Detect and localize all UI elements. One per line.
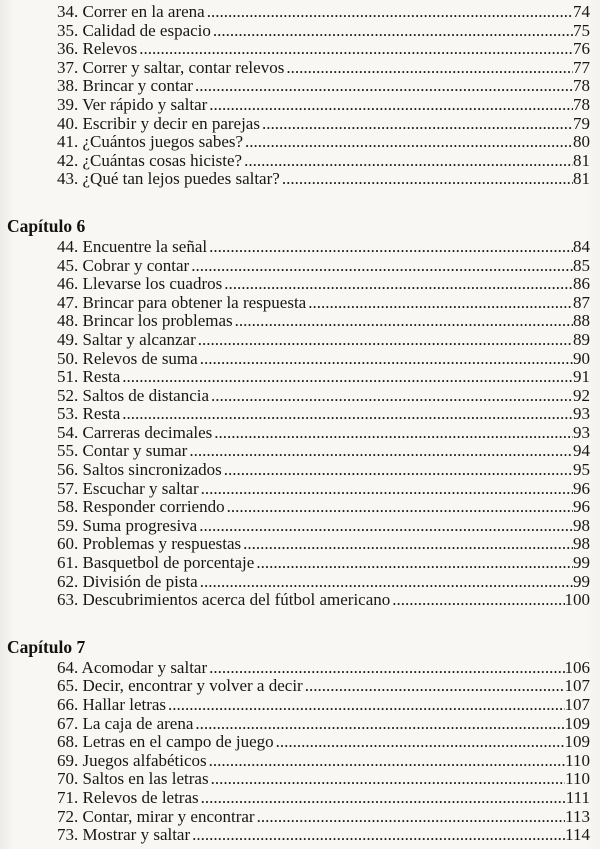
entry-label: 50. Relevos de suma — [57, 348, 198, 368]
entry-page-number: 110 — [565, 750, 590, 770]
toc-entry — [0, 40, 600, 59]
toc-entry — [0, 294, 600, 313]
toc-entry — [0, 696, 600, 715]
entry-label: 39. Ver rápido y saltar — [57, 94, 208, 114]
dot-leader — [303, 677, 565, 696]
toc-entry — [0, 115, 600, 134]
dot-leader — [233, 312, 573, 331]
toc-entry — [0, 461, 600, 480]
entry-page-number: 85 — [573, 255, 590, 275]
dot-leader — [280, 170, 573, 189]
entry-label: 66. Hallar letras — [57, 695, 167, 714]
dot-leader — [274, 733, 565, 752]
dot-leader — [254, 554, 573, 573]
entry-label: 72. Contar, mirar y encontrar — [57, 806, 255, 826]
entry-label: 55. Contar y sumar — [57, 441, 188, 461]
toc-entry — [0, 573, 600, 592]
toc-entry — [0, 659, 600, 678]
entry-label: 62. División de pista — [57, 571, 198, 591]
entry-label: 36. Relevos — [57, 39, 138, 59]
toc-entry — [0, 535, 600, 554]
entry-label: 35. Calidad de espacio — [57, 20, 211, 40]
dot-leader — [207, 96, 573, 115]
toc-entry — [0, 554, 600, 573]
entry-label: 51. Resta — [57, 367, 121, 387]
entry-page-number: 79 — [573, 113, 590, 133]
toc-entry — [0, 170, 600, 189]
entry-page-number: 111 — [565, 787, 590, 807]
dot-leader — [207, 659, 564, 678]
entry-label: 71. Relevos de letras — [57, 787, 199, 807]
toc-entry — [0, 498, 600, 517]
entry-page-number: 93 — [573, 404, 590, 424]
entry-label: 34. Correr en la arena — [57, 2, 205, 21]
entry-label: 38. Brincar y contar — [57, 76, 193, 96]
toc-entry — [0, 77, 600, 96]
dot-leader — [199, 789, 566, 808]
toc-entry — [0, 591, 600, 610]
entry-label: 63. Descubrimientos acerca del fútbol americano — [57, 590, 391, 610]
entry-page-number: 110 — [565, 769, 590, 789]
toc-entry — [0, 368, 600, 387]
dot-leader — [260, 115, 573, 134]
toc-entry — [0, 350, 600, 369]
dot-leader — [193, 715, 564, 734]
toc-entry — [0, 715, 600, 734]
chapter-heading: Capítulo 6 — [7, 215, 86, 236]
dot-leader — [193, 77, 573, 96]
entry-page-number: 75 — [573, 20, 590, 40]
dot-leader — [209, 770, 566, 789]
toc-sections — [0, 3, 600, 845]
toc-entry — [0, 789, 600, 808]
dot-leader — [209, 387, 573, 406]
dot-leader — [211, 22, 573, 41]
dot-leader — [207, 752, 565, 771]
entry-label: 57. Escuchar y saltar — [57, 478, 199, 498]
entry-label: 52. Saltos de distancia — [57, 385, 210, 405]
entry-label: 40. Escribir y decir en parejas — [57, 113, 260, 133]
entry-page-number: 78 — [573, 76, 590, 96]
entry-page-number: 87 — [573, 292, 590, 312]
toc-entry — [0, 331, 600, 350]
entry-page-number: 98 — [573, 515, 590, 535]
entry-page-number: 100 — [564, 590, 590, 610]
entry-page-number: 113 — [565, 806, 590, 826]
toc-entry — [0, 133, 600, 152]
entry-label: 53. Resta — [57, 404, 121, 424]
dot-leader — [390, 591, 564, 610]
toc-entry — [0, 677, 600, 696]
entry-page-number: 94 — [573, 441, 590, 461]
toc-entry — [0, 826, 600, 845]
toc-entry — [0, 808, 600, 827]
dot-leader — [189, 257, 573, 276]
toc-entry — [0, 22, 600, 41]
entry-label: 61. Basquetbol de porcentaje — [57, 553, 255, 573]
toc-entry — [0, 238, 600, 257]
entry-page-number: 90 — [573, 348, 590, 368]
dot-leader — [197, 517, 573, 536]
entry-page-number: 93 — [573, 422, 590, 442]
dot-leader — [205, 3, 573, 22]
entry-label: 69. Juegos alfabéticos — [57, 750, 207, 770]
entry-label: 45. Cobrar y contar — [57, 255, 190, 275]
entry-label: 46. Llevarse los cuadros — [57, 274, 223, 294]
toc-entry — [0, 96, 600, 115]
entry-page-number: 114 — [565, 825, 590, 845]
dot-leader — [198, 573, 573, 592]
dot-leader — [241, 535, 573, 554]
entry-label: 48. Brincar los problemas — [57, 311, 233, 331]
dot-leader — [198, 350, 573, 369]
entry-page-number: 74 — [573, 2, 590, 21]
entry-page-number: 106 — [564, 657, 590, 677]
entry-page-number: 107 — [564, 676, 590, 696]
entry-page-number: 89 — [573, 329, 590, 349]
entry-page-number: 84 — [573, 236, 590, 256]
entry-label: 49. Saltar y alcanzar — [57, 329, 196, 349]
chapter-heading: Capítulo 7 — [7, 636, 86, 657]
dot-leader — [222, 461, 573, 480]
entry-page-number: 109 — [564, 713, 590, 733]
entry-label: 54. Carreras decimales — [57, 422, 213, 442]
entry-page-number: 78 — [573, 94, 590, 114]
entry-label: 60. Problemas y respuestas — [57, 534, 242, 554]
entry-label: 44. Encuentre la señal — [57, 236, 208, 256]
entry-page-number: 76 — [573, 39, 590, 59]
toc-entry — [0, 752, 600, 771]
dot-leader — [196, 331, 573, 350]
entry-label: 67. La caja de arena — [57, 713, 194, 733]
entry-page-number: 99 — [573, 571, 590, 591]
dot-leader — [306, 294, 573, 313]
dot-leader — [242, 152, 573, 171]
entry-label: 47. Brincar para obtener la respuesta — [57, 292, 307, 312]
entry-page-number: 96 — [573, 478, 590, 498]
toc-entry — [0, 152, 600, 171]
toc-entry — [0, 59, 600, 78]
toc-entry — [0, 517, 600, 536]
entry-page-number: 99 — [573, 553, 590, 573]
dot-leader — [137, 40, 573, 59]
dot-leader — [120, 368, 573, 387]
dot-leader — [225, 498, 573, 517]
entry-label: 56. Saltos sincronizados — [57, 460, 222, 480]
entry-label: 68. Letras en el campo de juego — [57, 732, 274, 752]
entry-label: 37. Correr y saltar, contar relevos — [57, 57, 285, 77]
dot-leader — [187, 442, 573, 461]
dot-leader — [166, 696, 564, 715]
entry-label: 73. Mostrar y saltar — [57, 825, 191, 845]
toc-entry — [0, 3, 600, 22]
entry-page-number: 92 — [573, 385, 590, 405]
toc-entry — [0, 405, 600, 424]
dot-leader — [207, 238, 573, 257]
entry-page-number: 95 — [573, 460, 590, 480]
toc-entry — [0, 424, 600, 443]
toc-entry — [0, 480, 600, 499]
entry-page-number: 109 — [564, 732, 590, 752]
entry-label: 43. ¿Qué tan lejos puedes saltar? — [57, 169, 280, 189]
entry-page-number: 77 — [573, 57, 590, 77]
entry-label: 65. Decir, encontrar y volver a decir — [57, 676, 303, 696]
entry-page-number: 80 — [573, 132, 590, 152]
entry-label: 41. ¿Cuántos juegos sabes? — [57, 132, 244, 152]
dot-leader — [222, 275, 573, 294]
entry-label: 42. ¿Cuántas cosas hiciste? — [57, 150, 243, 170]
dot-leader — [212, 424, 573, 443]
toc-entry — [0, 733, 600, 752]
entry-page-number: 91 — [573, 367, 590, 387]
dot-leader — [284, 59, 573, 78]
dot-leader — [255, 808, 566, 827]
dot-leader — [120, 405, 573, 424]
entry-label: 58. Responder corriendo — [57, 497, 225, 517]
toc-entry — [0, 770, 600, 789]
entry-page-number: 81 — [573, 150, 590, 170]
entry-page-number: 86 — [573, 274, 590, 294]
entry-page-number: 107 — [564, 695, 590, 714]
dot-leader — [190, 826, 565, 845]
entry-page-number: 98 — [573, 534, 590, 554]
entry-label: 59. Suma progresiva — [57, 515, 198, 535]
dot-leader — [243, 133, 573, 152]
entry-page-number: 88 — [573, 311, 590, 331]
entry-page-number: 81 — [573, 169, 590, 189]
entry-label: 70. Saltos en las letras — [57, 769, 209, 789]
toc-entry — [0, 257, 600, 276]
toc-entry — [0, 312, 600, 331]
entry-label: 64. Acomodar y saltar — [57, 657, 208, 677]
entry-page-number: 96 — [573, 497, 590, 517]
toc-entry — [0, 275, 600, 294]
dot-leader — [199, 480, 573, 499]
toc-entry — [0, 387, 600, 406]
toc-entry — [0, 442, 600, 461]
